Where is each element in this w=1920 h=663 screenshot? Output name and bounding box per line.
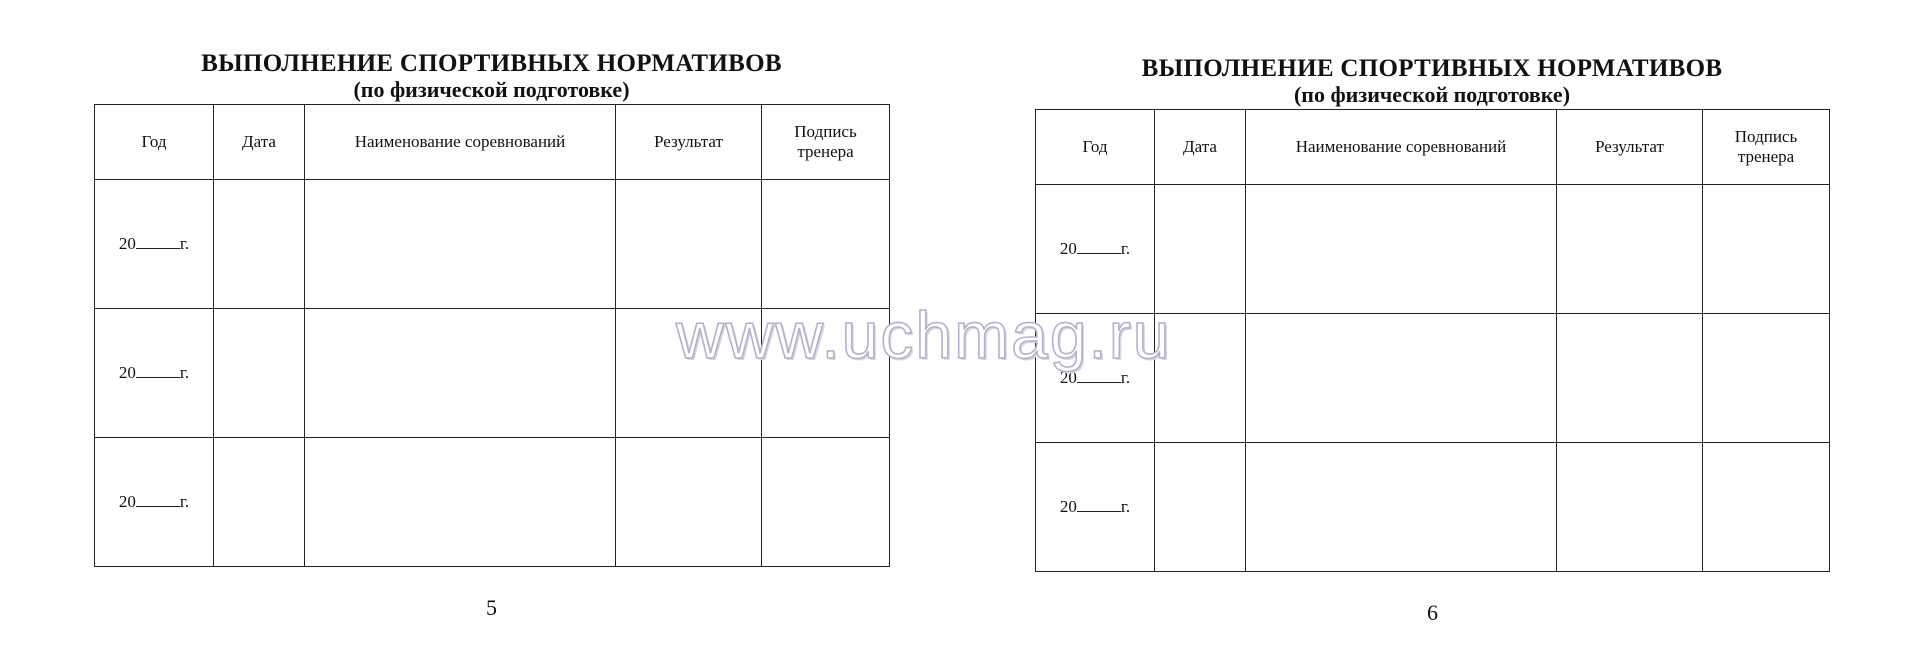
page-left xyxy=(94,50,889,620)
page-subtitle: (по физической подготовке) xyxy=(1293,82,1571,107)
table-row xyxy=(1036,185,1830,314)
competition-cell[interactable] xyxy=(1246,314,1557,443)
table-header-row xyxy=(95,105,890,180)
year-cell[interactable]: 20 г. xyxy=(1036,443,1155,572)
date-cell[interactable] xyxy=(1155,314,1246,443)
signature-cell[interactable] xyxy=(762,438,890,567)
result-cell[interactable] xyxy=(1557,185,1703,314)
result-cell[interactable] xyxy=(616,180,762,309)
result-cell[interactable] xyxy=(616,438,762,567)
table-row xyxy=(95,309,890,438)
header-year: Год xyxy=(95,105,214,180)
result-cell[interactable] xyxy=(1557,314,1703,443)
signature-cell[interactable] xyxy=(1703,314,1830,443)
competition-cell[interactable] xyxy=(1246,443,1557,572)
header-date: Дата xyxy=(214,105,305,180)
header-date: Дата xyxy=(1155,110,1246,185)
competition-cell[interactable] xyxy=(1246,185,1557,314)
norms-table xyxy=(1035,109,1830,572)
year-cell[interactable]: 20 г. xyxy=(1036,185,1155,314)
competition-cell[interactable] xyxy=(305,438,616,567)
table-row xyxy=(95,438,890,567)
page-number: 6 xyxy=(1427,600,1438,625)
signature-cell[interactable] xyxy=(762,309,890,438)
header-competition: Наименование соревнований xyxy=(1246,110,1557,185)
signature-cell[interactable] xyxy=(762,180,890,309)
header-competition: Наименование соревнований xyxy=(305,105,616,180)
table-row xyxy=(95,180,890,309)
signature-cell[interactable] xyxy=(1703,185,1830,314)
header-coach-signature: Подпись тренера xyxy=(1703,110,1830,185)
watermark: www.uchmag.ru xyxy=(676,298,1172,372)
header-year: Год xyxy=(1036,110,1155,185)
year-cell[interactable]: 20 г. xyxy=(95,180,214,309)
signature-cell[interactable] xyxy=(1703,443,1830,572)
year-cell[interactable]: 20 г. xyxy=(1036,314,1155,443)
year-cell[interactable]: 20 г. xyxy=(95,438,214,567)
header-coach-signature: Подпись тренера xyxy=(762,105,890,180)
page-title: ВЫПОЛНЕНИЕ СПОРТИВНЫХ НОРМАТИВОВ xyxy=(201,50,782,77)
date-cell[interactable] xyxy=(214,180,305,309)
table-row xyxy=(1036,314,1830,443)
date-cell[interactable] xyxy=(214,438,305,567)
page-subtitle: (по физической подготовке) xyxy=(353,77,630,102)
result-cell[interactable] xyxy=(616,309,762,438)
page-number: 5 xyxy=(486,595,497,620)
header-result: Результат xyxy=(1557,110,1703,185)
norms-table xyxy=(94,104,890,567)
competition-cell[interactable] xyxy=(305,309,616,438)
date-cell[interactable] xyxy=(1155,443,1246,572)
year-cell[interactable]: 20 г. xyxy=(95,309,214,438)
page-right xyxy=(1035,55,1829,625)
date-cell[interactable] xyxy=(1155,185,1246,314)
table-header-row xyxy=(1036,110,1830,185)
header-result: Результат xyxy=(616,105,762,180)
competition-cell[interactable] xyxy=(305,180,616,309)
page-title: ВЫПОЛНЕНИЕ СПОРТИВНЫХ НОРМАТИВОВ xyxy=(1141,55,1723,82)
date-cell[interactable] xyxy=(214,309,305,438)
result-cell[interactable] xyxy=(1557,443,1703,572)
table-row xyxy=(1036,443,1830,572)
